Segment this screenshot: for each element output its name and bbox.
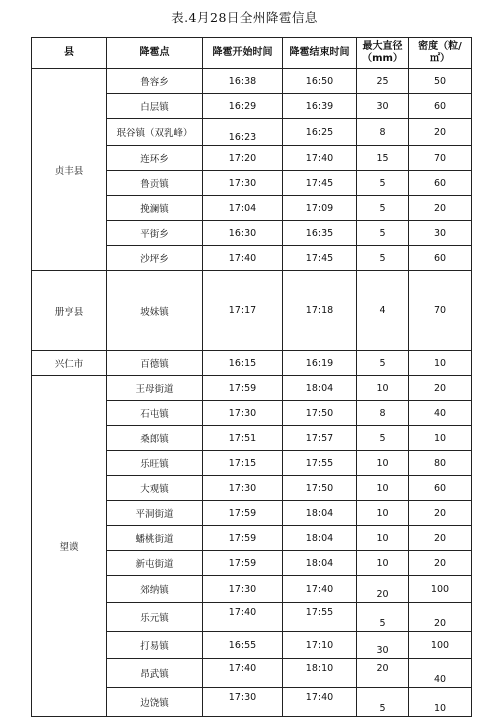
start-time-cell: 17:30 bbox=[203, 401, 283, 426]
place-cell: 郊纳镇 bbox=[107, 576, 203, 603]
header-row bbox=[32, 38, 472, 69]
place-cell: 珉谷镇（双乳峰） bbox=[107, 119, 203, 146]
end-time-cell: 17:09 bbox=[283, 196, 357, 221]
start-time-cell: 17:20 bbox=[203, 146, 283, 171]
density-cell: 60 bbox=[409, 171, 472, 196]
end-time-cell: 17:45 bbox=[283, 171, 357, 196]
start-time-cell: 16:23 bbox=[203, 119, 283, 146]
start-time-cell: 17:30 bbox=[203, 576, 283, 603]
start-time-cell: 17:15 bbox=[203, 451, 283, 476]
end-time-cell: 17:45 bbox=[283, 246, 357, 271]
density-cell: 10 bbox=[409, 351, 472, 376]
end-time-cell: 17:50 bbox=[283, 401, 357, 426]
start-time-cell: 17:59 bbox=[203, 501, 283, 526]
header-end-time: 降雹结束时间 bbox=[283, 38, 357, 69]
county-cell: 兴仁市 bbox=[32, 351, 107, 376]
diameter-cell: 5 bbox=[357, 351, 409, 376]
place-cell: 坡妹镇 bbox=[107, 271, 203, 351]
end-time-cell: 17:55 bbox=[283, 603, 357, 632]
start-time-cell: 17:59 bbox=[203, 551, 283, 576]
place-cell: 王母街道 bbox=[107, 376, 203, 401]
diameter-cell: 10 bbox=[357, 376, 409, 401]
place-cell: 鲁容乡 bbox=[107, 69, 203, 94]
header-county: 县 bbox=[32, 38, 107, 69]
start-time-cell: 16:29 bbox=[203, 94, 283, 119]
diameter-cell: 10 bbox=[357, 526, 409, 551]
county-cell: 贞丰县 bbox=[32, 69, 107, 271]
end-time-cell: 17:50 bbox=[283, 476, 357, 501]
density-cell: 40 bbox=[409, 401, 472, 426]
density-cell: 60 bbox=[409, 246, 472, 271]
diameter-cell: 5 bbox=[357, 246, 409, 271]
end-time-cell: 17:18 bbox=[283, 271, 357, 351]
density-cell: 20 bbox=[409, 501, 472, 526]
density-cell: 30 bbox=[409, 221, 472, 246]
header-density: 密度（粒/㎡） bbox=[409, 38, 472, 69]
diameter-cell: 10 bbox=[357, 551, 409, 576]
diameter-cell: 15 bbox=[357, 146, 409, 171]
density-cell: 100 bbox=[409, 632, 472, 659]
end-time-cell: 18:10 bbox=[283, 659, 357, 688]
table-row bbox=[32, 376, 472, 401]
place-cell: 白层镇 bbox=[107, 94, 203, 119]
diameter-cell: 20 bbox=[357, 659, 409, 688]
place-cell: 打易镇 bbox=[107, 632, 203, 659]
diameter-cell: 10 bbox=[357, 501, 409, 526]
end-time-cell: 16:25 bbox=[283, 119, 357, 146]
diameter-cell: 8 bbox=[357, 401, 409, 426]
end-time-cell: 18:04 bbox=[283, 376, 357, 401]
density-cell: 10 bbox=[409, 426, 472, 451]
density-cell: 20 bbox=[409, 196, 472, 221]
end-time-cell: 16:50 bbox=[283, 69, 357, 94]
place-cell: 乐旺镇 bbox=[107, 451, 203, 476]
end-time-cell: 16:39 bbox=[283, 94, 357, 119]
density-cell: 20 bbox=[409, 119, 472, 146]
diameter-cell: 5 bbox=[357, 688, 409, 717]
density-cell: 100 bbox=[409, 576, 472, 603]
place-cell: 昂武镇 bbox=[107, 659, 203, 688]
diameter-cell: 5 bbox=[357, 426, 409, 451]
start-time-cell: 17:40 bbox=[203, 246, 283, 271]
place-cell: 大观镇 bbox=[107, 476, 203, 501]
start-time-cell: 17:30 bbox=[203, 476, 283, 501]
start-time-cell: 17:40 bbox=[203, 603, 283, 632]
place-cell: 百德镇 bbox=[107, 351, 203, 376]
diameter-cell: 20 bbox=[357, 576, 409, 603]
density-cell: 50 bbox=[409, 69, 472, 94]
diameter-cell: 30 bbox=[357, 632, 409, 659]
diameter-cell: 10 bbox=[357, 476, 409, 501]
place-cell: 挽澜镇 bbox=[107, 196, 203, 221]
place-cell: 平街乡 bbox=[107, 221, 203, 246]
header-place: 降雹点 bbox=[107, 38, 203, 69]
start-time-cell: 16:15 bbox=[203, 351, 283, 376]
end-time-cell: 17:10 bbox=[283, 632, 357, 659]
end-time-cell: 17:40 bbox=[283, 576, 357, 603]
table-row bbox=[32, 271, 472, 351]
start-time-cell: 17:59 bbox=[203, 376, 283, 401]
start-time-cell: 16:55 bbox=[203, 632, 283, 659]
header-start-time: 降雹开始时间 bbox=[203, 38, 283, 69]
density-cell: 70 bbox=[409, 146, 472, 171]
end-time-cell: 16:19 bbox=[283, 351, 357, 376]
density-cell: 20 bbox=[409, 603, 472, 632]
density-cell: 70 bbox=[409, 271, 472, 351]
end-time-cell: 17:55 bbox=[283, 451, 357, 476]
end-time-cell: 18:04 bbox=[283, 501, 357, 526]
table-title: 表.4月28日全州降雹信息 bbox=[171, 10, 318, 25]
place-cell: 桑郎镇 bbox=[107, 426, 203, 451]
start-time-cell: 17:17 bbox=[203, 271, 283, 351]
end-time-cell: 16:35 bbox=[283, 221, 357, 246]
start-time-cell: 16:38 bbox=[203, 69, 283, 94]
start-time-cell: 17:30 bbox=[203, 688, 283, 717]
place-cell: 新屯街道 bbox=[107, 551, 203, 576]
table-row bbox=[32, 69, 472, 94]
start-time-cell: 17:40 bbox=[203, 659, 283, 688]
end-time-cell: 18:04 bbox=[283, 526, 357, 551]
density-cell: 20 bbox=[409, 376, 472, 401]
place-cell: 沙坪乡 bbox=[107, 246, 203, 271]
county-cell: 册亨县 bbox=[32, 271, 107, 351]
place-cell: 边饶镇 bbox=[107, 688, 203, 717]
start-time-cell: 16:30 bbox=[203, 221, 283, 246]
density-cell: 10 bbox=[409, 688, 472, 717]
diameter-cell: 10 bbox=[357, 451, 409, 476]
diameter-cell: 4 bbox=[357, 271, 409, 351]
diameter-cell: 5 bbox=[357, 196, 409, 221]
end-time-cell: 17:57 bbox=[283, 426, 357, 451]
diameter-cell: 25 bbox=[357, 69, 409, 94]
hail-table bbox=[31, 37, 472, 717]
place-cell: 鲁贡镇 bbox=[107, 171, 203, 196]
start-time-cell: 17:59 bbox=[203, 526, 283, 551]
county-cell: 望谟 bbox=[32, 376, 107, 717]
header-max-diameter: 最大直径（mm） bbox=[357, 38, 409, 69]
end-time-cell: 18:04 bbox=[283, 551, 357, 576]
density-cell: 20 bbox=[409, 526, 472, 551]
end-time-cell: 17:40 bbox=[283, 146, 357, 171]
start-time-cell: 17:30 bbox=[203, 171, 283, 196]
diameter-cell: 5 bbox=[357, 603, 409, 632]
end-time-cell: 17:40 bbox=[283, 688, 357, 717]
place-cell: 石屯镇 bbox=[107, 401, 203, 426]
place-cell: 蟠桃街道 bbox=[107, 526, 203, 551]
place-cell: 平洞街道 bbox=[107, 501, 203, 526]
start-time-cell: 17:04 bbox=[203, 196, 283, 221]
diameter-cell: 30 bbox=[357, 94, 409, 119]
density-cell: 20 bbox=[409, 551, 472, 576]
place-cell: 乐元镇 bbox=[107, 603, 203, 632]
table-body bbox=[32, 69, 472, 717]
diameter-cell: 8 bbox=[357, 119, 409, 146]
density-cell: 60 bbox=[409, 476, 472, 501]
diameter-cell: 5 bbox=[357, 171, 409, 196]
density-cell: 40 bbox=[409, 659, 472, 688]
diameter-cell: 5 bbox=[357, 221, 409, 246]
density-cell: 60 bbox=[409, 94, 472, 119]
place-cell: 连环乡 bbox=[107, 146, 203, 171]
start-time-cell: 17:51 bbox=[203, 426, 283, 451]
density-cell: 80 bbox=[409, 451, 472, 476]
table-row bbox=[32, 351, 472, 376]
